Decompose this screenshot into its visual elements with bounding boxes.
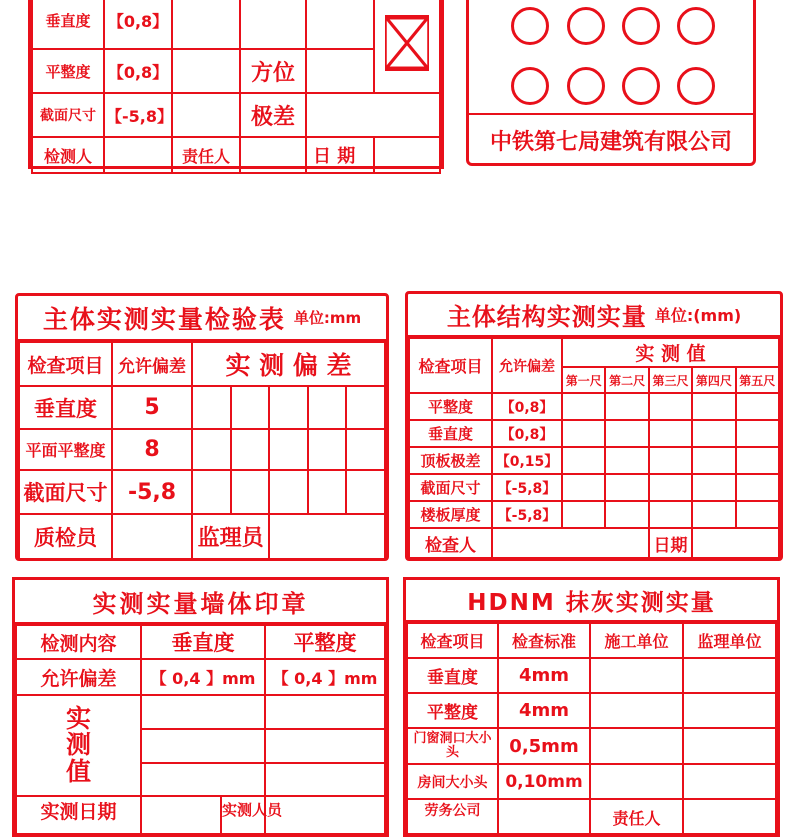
circle-icon xyxy=(567,67,605,105)
stamp-d-row-value: 【0,15】 xyxy=(492,447,562,474)
stamp-d-date-label: 日期 xyxy=(649,528,692,558)
stamp-a-row-value: 【0,8】 xyxy=(104,49,172,93)
stamp-a-row-label: 平整度 xyxy=(32,49,104,93)
stamp-d-ruler-label: 第三尺 xyxy=(649,367,692,393)
stamp-d-cell xyxy=(562,420,605,447)
stamp-inspection-small xyxy=(28,0,444,169)
stamp-a-table xyxy=(31,0,441,174)
stamp-e-cell xyxy=(141,729,265,763)
stamp-e-measured-char: 测 xyxy=(65,730,91,760)
stamp-d-row-value: 【-5,8】 xyxy=(492,501,562,528)
stamp-c-title: 主体实测实量检验表 xyxy=(42,304,286,334)
stamp-e-measured-char: 值 xyxy=(65,756,91,786)
stamp-d-cell xyxy=(605,393,648,420)
stamp-c-cell xyxy=(269,429,308,470)
stamp-d-ruler-label: 第五尺 xyxy=(736,367,779,393)
stamp-e-header-flat: 平整度 xyxy=(265,625,385,659)
stamp-e-measured-label xyxy=(16,695,141,796)
stamp-structure-measure xyxy=(405,291,783,561)
stamp-e-title: 实测实量墙体印章 xyxy=(92,589,309,618)
stamp-c-cell xyxy=(269,386,308,429)
stamp-c-cell xyxy=(231,429,270,470)
stamp-f-row-value: 0,10mm xyxy=(498,764,590,799)
stamp-e-header-vertical: 垂直度 xyxy=(141,625,265,659)
stamp-e-person-label: 实测人员 xyxy=(222,801,283,819)
stamp-a-row-label: 垂直度 xyxy=(32,0,104,49)
stamp-a-inspector-label: 检测人 xyxy=(32,137,104,173)
stamp-f-cell xyxy=(590,728,683,764)
stamp-e-cell xyxy=(265,796,385,834)
stamp-d-cell xyxy=(605,501,648,528)
stamp-a-responsible-label: 责任人 xyxy=(172,137,240,173)
stamp-c-cell xyxy=(346,429,385,470)
stamp-e-tolerance-flat: 【 0,4 】mm xyxy=(265,659,385,695)
stamp-f-cell xyxy=(590,693,683,728)
stamp-d-row-label: 顶板极差 xyxy=(409,447,492,474)
stamp-a-cell xyxy=(240,137,306,173)
stamp-e-measured-char: 实 xyxy=(65,704,91,734)
stamp-d-row-label: 垂直度 xyxy=(409,420,492,447)
stamp-e-tolerance-vertical: 【 0,4 】mm xyxy=(141,659,265,695)
circle-icon xyxy=(677,7,715,45)
stamp-d-row-label: 平整度 xyxy=(409,393,492,420)
circle-icon xyxy=(677,67,715,105)
stamp-c-header-item: 检查项目 xyxy=(19,342,112,386)
stamp-f-row-value: 4mm xyxy=(498,693,590,728)
stamp-c-row-value: 8 xyxy=(112,429,192,470)
circle-icon xyxy=(622,67,660,105)
cross-box-icon xyxy=(385,15,429,71)
stamp-a-cell xyxy=(172,0,240,49)
stamp-d-ruler-label: 第二尺 xyxy=(605,367,648,393)
stamp-e-cell xyxy=(265,729,385,763)
stamp-d-row-value: 【0,8】 xyxy=(492,420,562,447)
stamp-a-date-label: 日 期 xyxy=(306,137,374,173)
stamp-e-date-label: 实测日期 xyxy=(16,796,141,834)
stamp-f-cell xyxy=(683,728,776,764)
stamp-f-header-builder: 施工单位 xyxy=(590,623,683,658)
stamp-f-row-value: 4mm xyxy=(498,658,590,693)
stamp-c-cell xyxy=(112,514,192,559)
stamp-d-cell xyxy=(736,501,779,528)
stamp-f-row-label: 垂直度 xyxy=(407,658,498,693)
stamp-d-ruler-label: 第四尺 xyxy=(692,367,735,393)
stamp-f-row-label: 平整度 xyxy=(407,693,498,728)
stamp-f-cell xyxy=(683,799,776,834)
circle-icon xyxy=(511,67,549,105)
stamp-f-cell xyxy=(498,799,590,834)
stamp-c-unit: 单位:mm xyxy=(293,309,362,327)
stamp-e-person-cell xyxy=(141,796,283,834)
stamp-f-cell xyxy=(590,764,683,799)
stamp-e-cell xyxy=(265,695,385,729)
stamp-a-cell xyxy=(374,137,440,173)
stamp-d-cell xyxy=(692,393,735,420)
stamp-a-row-label: 截面尺寸 xyxy=(32,93,104,137)
stamp-a-cross-box xyxy=(374,0,440,93)
stamp-c-cell xyxy=(231,470,270,514)
stamp-d-cell xyxy=(562,474,605,501)
stamp-f-cell xyxy=(590,658,683,693)
stamp-f-row-value: 0,5mm xyxy=(498,728,590,764)
stamp-company-circles xyxy=(466,0,756,166)
stamp-e-cell xyxy=(141,695,265,729)
stamp-d-cell xyxy=(692,528,779,558)
stamp-d-cell xyxy=(605,420,648,447)
stamp-d-header-measured: 实 测 值 xyxy=(562,338,779,367)
stamp-f-header-standard: 检查标准 xyxy=(498,623,590,658)
stamp-f-header-supervisor: 监理单位 xyxy=(683,623,776,658)
stamp-c-row-value: -5,8 xyxy=(112,470,192,514)
stamp-d-ruler-label: 第一尺 xyxy=(562,367,605,393)
stamp-a-cell xyxy=(172,93,240,137)
stamp-f-row-label: 门窗洞口大小头 xyxy=(407,728,498,764)
stamp-f-title-bar xyxy=(406,580,777,622)
stamp-a-cell xyxy=(306,49,374,93)
stamp-a-cell xyxy=(240,0,306,49)
stamp-d-cell xyxy=(649,393,692,420)
stamp-f-company-label: 劳务公司 xyxy=(407,799,498,834)
stamp-c-cell xyxy=(231,386,270,429)
stamp-d-unit: 单位:(mm) xyxy=(654,306,742,325)
company-name: 中铁第七局建筑有限公司 xyxy=(489,129,732,155)
stamp-e-cell xyxy=(141,763,265,796)
stamp-main-inspection xyxy=(15,293,389,561)
stamp-plaster-measure xyxy=(403,577,780,837)
circle-icon xyxy=(622,7,660,45)
stamp-f-header-item: 检查项目 xyxy=(407,623,498,658)
stamp-f-cell xyxy=(683,764,776,799)
stamp-c-cell xyxy=(269,514,385,559)
stamp-d-title: 主体结构实测实量 xyxy=(446,303,647,331)
stamp-d-table xyxy=(408,337,780,559)
stamp-a-cell xyxy=(104,137,172,173)
stamp-d-cell xyxy=(692,420,735,447)
stamp-d-cell xyxy=(562,447,605,474)
stamp-c-cell xyxy=(192,429,231,470)
stamp-c-cell xyxy=(192,470,231,514)
stamp-d-header-tolerance: 允许偏差 xyxy=(492,338,562,393)
stamp-d-cell xyxy=(492,528,649,558)
stamp-c-cell xyxy=(308,386,347,429)
stamp-a-extra-label: 极差 xyxy=(240,93,306,137)
stamp-d-cell xyxy=(692,474,735,501)
stamp-e-header-content: 检测内容 xyxy=(16,625,141,659)
stamp-f-row-label: 房间大小头 xyxy=(407,764,498,799)
stamp-f-cell xyxy=(683,658,776,693)
stamp-e-cell xyxy=(142,797,222,833)
stamp-f-responsible-label: 责任人 xyxy=(590,799,683,834)
stamp-c-cell xyxy=(308,429,347,470)
stamp-d-cell xyxy=(692,501,735,528)
stamp-d-row-label: 截面尺寸 xyxy=(409,474,492,501)
stamp-a-cell xyxy=(172,49,240,93)
stamp-a-row-value: 【-5,8】 xyxy=(104,93,172,137)
stamp-c-supervisor-label: 监理员 xyxy=(192,514,269,559)
stamp-d-cell xyxy=(692,447,735,474)
stamp-c-cell xyxy=(308,470,347,514)
stamp-c-table xyxy=(18,341,386,560)
stamp-a-cell xyxy=(306,93,440,137)
stamp-d-cell xyxy=(605,474,648,501)
stamp-f-title: HDNM 抹灰实测实量 xyxy=(467,589,716,616)
stamp-c-header-tolerance: 允许偏差 xyxy=(112,342,192,386)
stamp-d-cell xyxy=(562,501,605,528)
circle-icon xyxy=(511,7,549,45)
stamp-e-cell xyxy=(265,763,385,796)
stamp-c-cell xyxy=(346,470,385,514)
stamp-d-cell xyxy=(736,447,779,474)
stamp-e-title-bar xyxy=(15,580,386,624)
stamp-a-cell xyxy=(306,0,374,49)
stamp-d-row-label: 楼板厚度 xyxy=(409,501,492,528)
stamp-c-title-bar xyxy=(18,296,386,341)
stamp-c-row-label: 垂直度 xyxy=(19,386,112,429)
stamp-c-row-value: 5 xyxy=(112,386,192,429)
stamp-d-row-value: 【0,8】 xyxy=(492,393,562,420)
stamp-e-table xyxy=(15,624,386,835)
stamp-d-cell xyxy=(649,474,692,501)
stamp-c-cell xyxy=(346,386,385,429)
stamp-c-row-label: 平面平整度 xyxy=(19,429,112,470)
stamp-c-cell xyxy=(269,470,308,514)
stamp-a-row-value: 【0,8】 xyxy=(104,0,172,49)
stamp-c-header-measured: 实 测 偏 差 xyxy=(192,342,385,386)
stamp-d-cell xyxy=(736,420,779,447)
circle-grid xyxy=(469,0,753,115)
circle-icon xyxy=(567,7,605,45)
stamp-d-cell xyxy=(605,447,648,474)
stamp-c-row-label: 截面尺寸 xyxy=(19,470,112,514)
stamp-e-tolerance-label: 允许偏差 xyxy=(16,659,141,695)
stamp-c-cell xyxy=(192,386,231,429)
stamp-c-quality-label: 质检员 xyxy=(19,514,112,559)
stamp-d-inspector-label: 检查人 xyxy=(409,528,492,558)
stamp-d-row-value: 【-5,8】 xyxy=(492,474,562,501)
stamp-d-cell xyxy=(736,474,779,501)
stamp-wall-measure xyxy=(12,577,389,837)
stamp-f-table xyxy=(406,622,777,835)
stamp-f-cell xyxy=(683,693,776,728)
stamp-d-cell xyxy=(649,501,692,528)
stamp-d-cell xyxy=(649,420,692,447)
stamp-d-header-item: 检查项目 xyxy=(409,338,492,393)
stamp-d-cell xyxy=(562,393,605,420)
stamp-d-cell xyxy=(649,447,692,474)
stamp-d-title-bar xyxy=(408,294,780,337)
stamp-d-cell xyxy=(736,393,779,420)
stamp-a-extra-label: 方位 xyxy=(240,49,306,93)
